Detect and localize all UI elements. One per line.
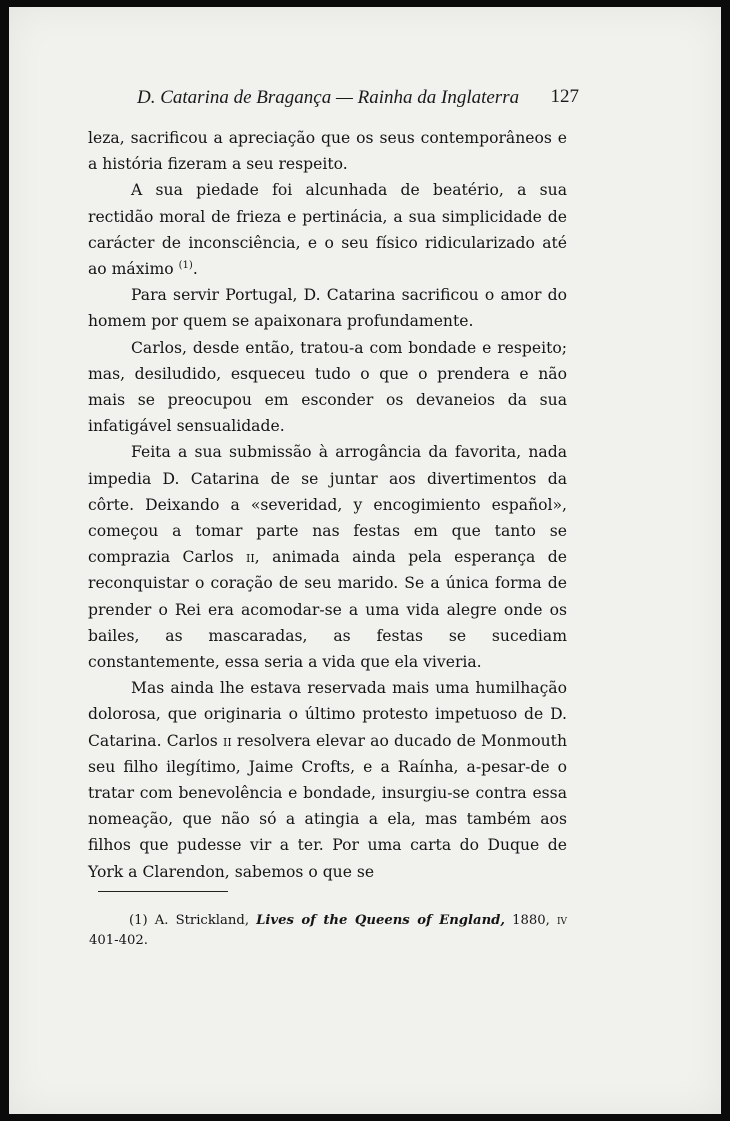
- footnote-reference: (1): [178, 259, 193, 271]
- paragraph-3: [88, 282, 567, 334]
- paragraph-5-text-b: , animada ainda pela esperança de reconquistar o coração de seu marido. Se a única forma de prender o Rei era acomodar-se a uma vida alegre onde os bailes, as mascaradas, as festas se sucediam constantemente, essa seria a vida que ela viveria.: [88, 548, 567, 672]
- paragraph-5: [88, 439, 567, 675]
- paragraph-6-text-b: resolvera elevar ao ducado de Monmouth seu filho ilegítimo, Jaime Crofts, e a Raínha, a-pesar-de o tratar com benevolência e bondade, insurgiu-se contra essa nomeação, que não só a atingia a ela, mas também aos filhos que pudesse vir a ter. Por uma carta do Duque de York a Clarendon, sabemos o que se: [88, 731, 567, 881]
- roman-numeral: ii: [246, 548, 255, 567]
- book-page: [9, 7, 721, 1114]
- paragraph-5-text-a: Feita a sua submissão à arrogância da favorita, nada impedia D. Catarina de se juntar aos divertimentos da côrte. Deixando a «severidad, y encogimiento español», começou a tomar parte nas festas em que tanto se comprazia Carlos: [88, 443, 567, 567]
- paragraph-2: [88, 177, 567, 282]
- running-title: D. Catarina de Bragança — Rainha da Inglaterra: [137, 87, 520, 108]
- paragraph-1: [88, 125, 567, 177]
- paragraph-2-end: .: [192, 260, 198, 279]
- paragraph-4-text: Carlos, desde então, tratou-a com bondade e respeito; mas, desiludido, esqueceu tudo o que o prendera e não mais se preocupou em esconder os devaneios da sua infatigável sensualidade.: [88, 338, 567, 436]
- footnote-number: (1): [129, 913, 148, 928]
- paragraph-3-text: Para servir Portugal, D. Catarina sacrificou o amor do homem por quem se apaixonara profundamente.: [88, 286, 567, 331]
- footnote-volume: iv: [556, 913, 567, 928]
- paragraph-2-text: A sua piedade foi alcunhada de beatério, a sua rectidão moral de frieza e pertinácia, a sua simplicidade de carácter de inconsciência, e o seu físico ridicularizado até ao máximo: [88, 181, 567, 279]
- footnote: [89, 911, 567, 951]
- footnote-author: A. Strickland,: [154, 913, 250, 928]
- footnote-details: 1880,: [512, 913, 550, 928]
- footnote-divider: [98, 891, 228, 892]
- page-number: 127: [550, 86, 579, 107]
- footnote-pages: 401-402.: [89, 933, 148, 948]
- paragraph-6-text-a: Mas ainda lhe estava reservada mais uma humilhação dolorosa, que originaria o último protesto impetuoso de D. Catarina. Carlos: [88, 679, 567, 750]
- paragraph-6: [88, 675, 567, 885]
- paragraph-1-text: leza, sacrificou a apreciação que os seus contemporâneos e a história fizeram a seu respeito.: [88, 129, 567, 174]
- roman-numeral: ii: [223, 731, 232, 750]
- paragraph-4: [88, 335, 567, 440]
- footnote-work-title: Lives of the Queens of England,: [256, 913, 505, 928]
- body-text: [88, 125, 567, 885]
- page-header: [109, 77, 579, 117]
